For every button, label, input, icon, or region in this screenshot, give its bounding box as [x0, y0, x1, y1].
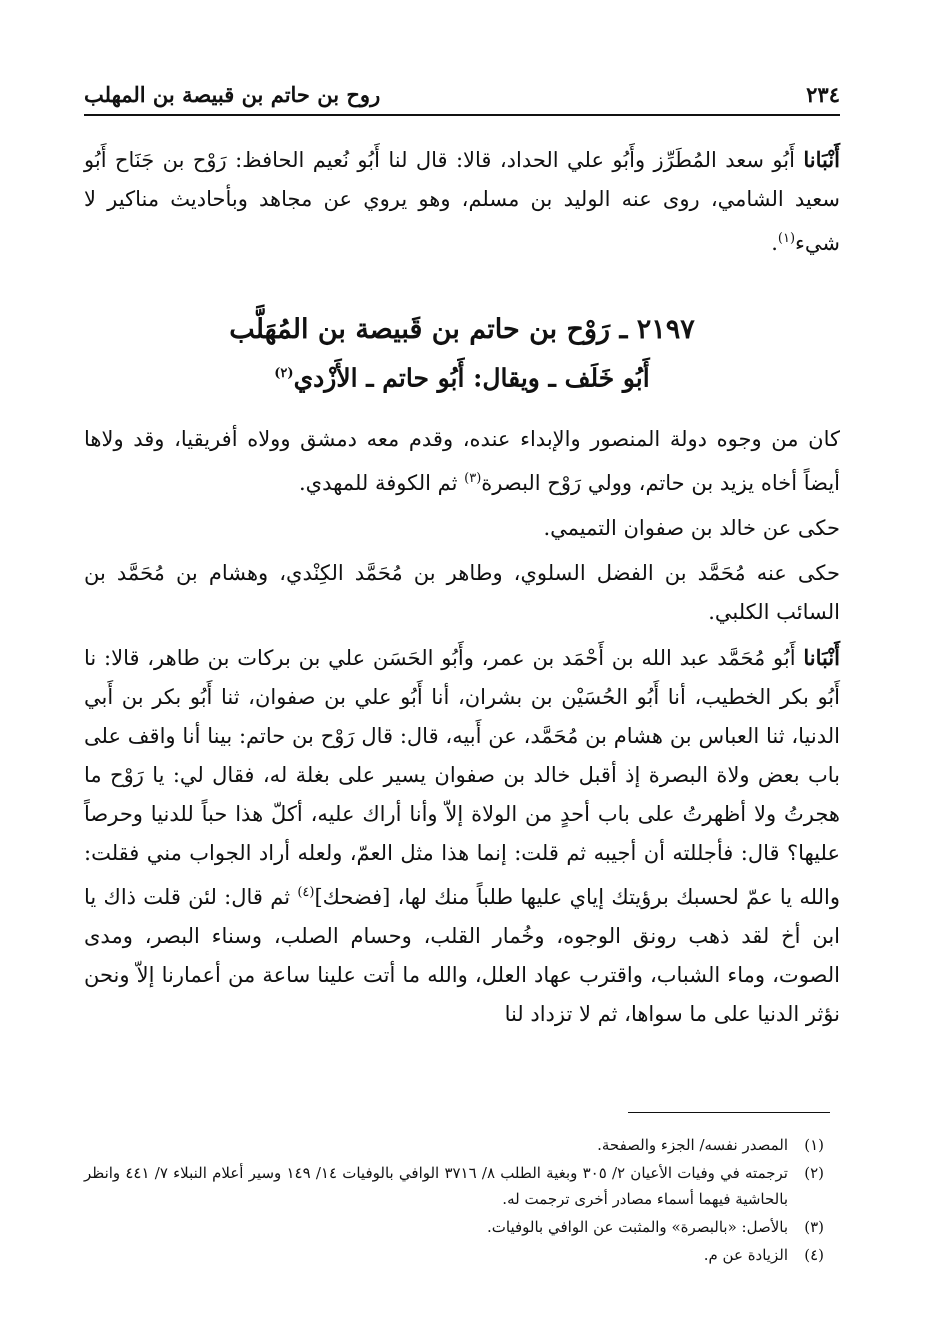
entry-subtitle	[84, 352, 840, 400]
footnote-number: (٢)	[804, 1164, 824, 1182]
footnote-number: (٤)	[804, 1246, 824, 1264]
paragraph-text: ثم قال: لئن قلت ذاك يا ابن أخ لقد ذهب رونق الوجوه، وخُمار القلب، وحسام الصلب، وسناء البصر، ومدى الصوت، وماء الشباب، واقترب عهاد العلل، والله ما أتت علينا ساعة من أعمارنا إلاّ ونحن نؤثر الدنيا على ما سواها، ثم لا تزداد لنا	[84, 885, 840, 1026]
footnote-number: (١)	[804, 1136, 824, 1154]
paragraph-text: ثم الكوفة للمهدي.	[298, 471, 465, 495]
footnote-ref: (١)	[777, 231, 796, 246]
paragraph-1	[84, 420, 840, 503]
footnote	[84, 1214, 824, 1240]
entry-subtitle-text: أَبُو خَلَف ـ ويقال: أَبُو حاتم ـ الأَزْدي	[293, 363, 650, 393]
entry-body	[84, 420, 840, 1034]
footnote-text: الزيادة عن م.	[703, 1246, 788, 1264]
paragraph-text: كان من وجوه دولة المنصور والإبداء عنده، وقدم معه دمشق وولاه أفريقيا، وقد ولاها أيضاً أخاه يزيد بن حاتم، وولي رَوْح البصرة	[84, 427, 840, 495]
paragraph-text: أَبُو سعد المُطَرِّز وأَبُو علي الحداد، قالا: قال لنا أَبُو نُعيم الحافظ: رَوْح بن جَنَاح أَبُو سعيد الشامي، روى عنه الوليد بن مسلم، وهو يروي عن مجاهد وبأحاديث مناكير لا شيء	[84, 148, 840, 255]
footnote-text: ترجمته في وفيات الأعيان ٢/ ٣٠٥ وبغية الطلب ٨/ ٣٧١٦ الوافي بالوفيات ١٤/ ١٤٩ وسير أعلام النبلاء ٧/ ٤٤١ وانظر بالحاشية فيهما أسماء مصادر أخرى ترجمت له.	[84, 1164, 788, 1208]
running-title: روح بن حاتم بن قبيصة بن المهلب	[84, 81, 381, 107]
footnote-ref: (٣)	[464, 471, 482, 486]
footnote-rule	[628, 1112, 830, 1113]
footnote-number: (٣)	[804, 1218, 824, 1236]
paragraph-4	[84, 638, 840, 1034]
footnote-ref: (٤)	[297, 885, 315, 900]
lead-word: أَنْبَانا	[803, 645, 840, 670]
footnotes	[84, 1132, 824, 1270]
previous-entry-paragraph	[84, 140, 840, 263]
entry-title: ٢١٩٧ ـ رَوْح بن حاتم بن قَبيصة بن المُهَلَّب	[229, 314, 695, 345]
header-rule	[84, 114, 840, 116]
footnote-text: المصدر نفسه/ الجزء والصفحة.	[597, 1136, 788, 1154]
paragraph-3: حكى عنه مُحَمَّد بن الفضل السلوي، وطاهر بن مُحَمَّد الكِنْدي، وهشام بن مُحَمَّد بن السائب الكلبي.	[84, 561, 840, 624]
footnote	[84, 1242, 824, 1268]
paragraph-2: حكى عن خالد بن صفوان التميمي.	[543, 516, 840, 540]
page-header	[84, 74, 840, 114]
footnote-ref: (٢)	[274, 366, 294, 381]
footnote	[84, 1132, 824, 1158]
footnote-text: بالأصل: «بالبصرة» والمثبت عن الوافي بالوفيات.	[487, 1218, 788, 1236]
paragraph-text: أَبُو مُحَمَّد عبد الله بن أَحْمَد بن عمر، وأَبُو الحَسَن علي بن بركات بن طاهر، قالا: نا أَبُو بكر الخطيب، أنا أَبُو الحُسَيْن بن بشران، أنا أَبُو علي بن صفوان، ثنا أَبُو بكر بن أَبي الدنيا، ثنا العباس بن هشام بن مُحَمَّد، عن أَبيه، قال: قال رَوْح بن حاتم: بينا أنا واقف على باب بعض ولاة البصرة إذ أقبل خالد بن صفوان يسير على بغلة له، فقال لي: يا رَوْح ما هجرتُ ولا أظهرتُ على باب أحدٍ من الولاة إلاّ وأنا أراك عليه، أكلّ هذا حباً للدنيا وحرصاً عليها؟ قال: فأجللته أن أجيبه ثم قلت: إنما هذا مثل العمّ، ولعله أراد الجواب مني فقلت: والله يا عمّ لحسبك برؤيتك إياي عليها طلباً منك لها، [فضحك]	[84, 646, 840, 909]
footnote	[84, 1160, 824, 1212]
paragraph-end: .	[771, 231, 778, 255]
previous-entry	[84, 140, 840, 263]
lead-word: أَنْبَانا	[803, 147, 840, 172]
page-number: ٢٣٤	[806, 81, 840, 107]
entry-heading	[84, 308, 840, 400]
